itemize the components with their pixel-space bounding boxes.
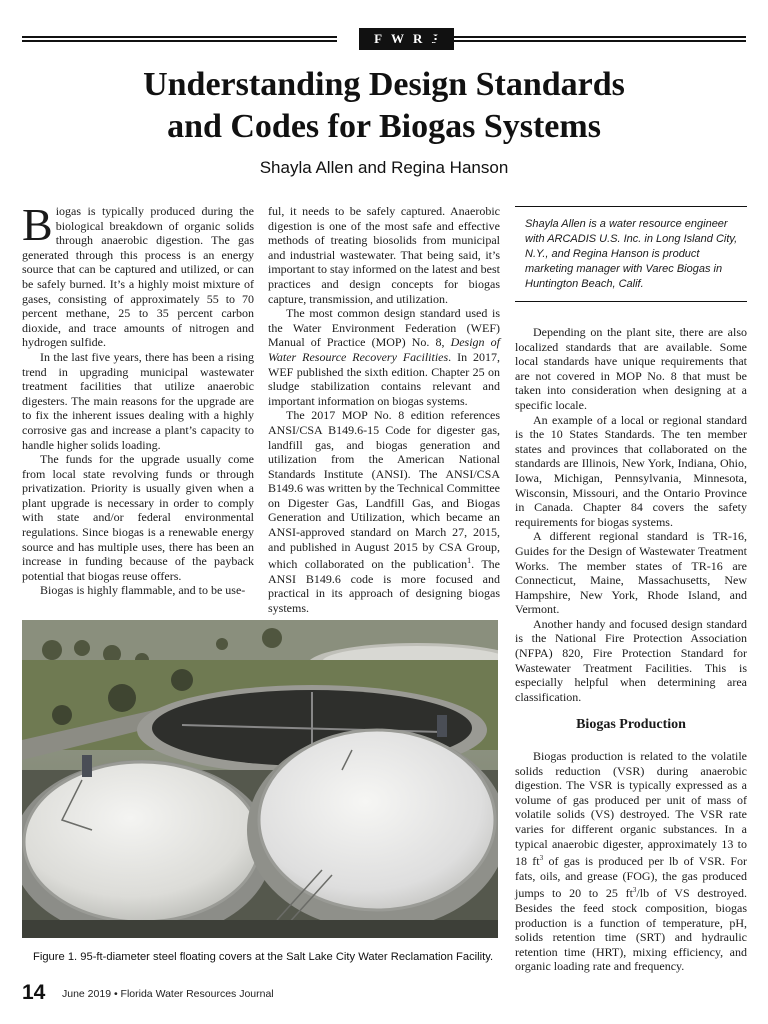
col1-paragraph-1	[22, 199, 254, 350]
col1-p1-text: iogas is typically produced during the biological breakdown of organic solids through anaerobic digestion. The gas generated through this process is an energy source that can be captured and utilized, or can be safely burned. It’s a highly moist mixture of gases, consisting of approximately 55 to 70 percent methane, 25 to 35 percent carbon dioxide, and trace amounts of nitrogen and hydrogen sulfide.	[22, 204, 254, 350]
masthead-rule-left	[22, 36, 337, 42]
masthead-badge: FWRJ	[359, 28, 454, 50]
col2-paragraph-2	[268, 306, 500, 408]
title-line-1: Understanding Design Standards	[143, 66, 625, 103]
figure-caption: Figure 1. 95-ft-diameter steel floating covers at the Salt Lake City Water Reclamation Facility.	[33, 951, 494, 963]
article-title	[30, 64, 738, 148]
col3-paragraph-1: Depending on the plant site, there are also localized standards that are available. Some local standards have unique requirements that are not covered in MOP No. 8 that must be taken into consideration when designing at a specific locale.	[515, 325, 747, 412]
superscript-3a: 3	[539, 854, 544, 863]
col2-p2-text-a: The most common design standard used is the Water Environment Federation (WEF) Manual of Practice (MOP) No. 8,	[268, 306, 500, 350]
masthead-rule-right	[431, 36, 746, 42]
page-number: 14	[22, 981, 46, 1004]
col2-p3-text-a: The 2017 MOP No. 8 edition references ANSI/CSA B149.6-15 Code for digester gas, landfill gas, and biogas generation and utilization from the American National Standards Institute (ANSI). The ANSI/CSA B149.6 was written by the Technical Committee on Digester Gas, Landfill Gas, and Biogas Generation and Utilization, which became an ANSI-approved standard on March 27, 2015, and published in August 2015 by CSA Group, which collaborated on the publication	[268, 408, 500, 572]
author-bio: Shayla Allen is a water resource engineer with ARCADIS U.S. Inc. in Long Island City, N.Y., and Regina Hanson is product marketing manager with Varec Biogas in Huntington Beach, Calif.	[515, 206, 747, 302]
mop-title-italic: Design of Water Resource Recovery Facilities	[268, 335, 500, 364]
column-1	[22, 199, 254, 598]
figure-photo	[22, 620, 498, 938]
col2-p3-text-b: . The ANSI B149.6 code is more focused and practical in its approach of designing biogas systems.	[268, 557, 500, 616]
issue-line: June 2019 • Florida Water Resources Journal	[62, 988, 274, 1000]
column-3	[515, 325, 747, 974]
drop-cap: B	[22, 199, 53, 250]
section-heading: Biogas Production	[576, 717, 686, 733]
col1-paragraph-4: Biogas is highly flammable, and to be use-	[40, 583, 246, 598]
col2-p2-text-b: . In 2017, WEF published the sixth edition. Chapter 25 on sludge stabilization contains relevant and important information on biogas systems.	[268, 349, 500, 408]
col2-paragraph-3	[268, 408, 500, 615]
masthead	[22, 28, 746, 50]
col3-p5-text-a: Biogas production is related to the volatile solids reduction (VSR) during anaerobic digestion. The VSR is typically expressed as a volume of gas produced per unit of mass of volatile solids (VS) destroyed. The VSR rate varies for different organic substances. In a typical anaerobic digester, approximately 13 to 18 ft	[515, 749, 747, 869]
footnote-ref: 1	[467, 556, 472, 566]
col3-p5-text-c: /lb of VS destroyed. Besides the feed stock composition, biogas production is a function of temperature, pH, solids retention time (SRT) and hydraulic retention time (HRT), mixing efficiency, and organic loading rate and frequency.	[515, 886, 747, 974]
col3-paragraph-4: Another handy and focused design standard is the National Fire Protection Association (NFPA) 820, Fire Protection Standard for Wastewater Treatment Facilities. This is especially helpful when determining area classification.	[515, 616, 747, 704]
col3-paragraph-5	[515, 749, 747, 974]
column-2	[268, 204, 500, 616]
col2-paragraph-1: ful, it needs to be safely captured. Anaerobic digestion is one of the most safe and effective methods of treating biosolids from municipal and industrial wastewater. That being said, it’s important to stay informed on the latest and best practices and design concepts for biogas capture, transmission, and utilization.	[268, 204, 500, 306]
digester-covers-photo	[22, 620, 498, 938]
col1-paragraph-3: The funds for the upgrade usually come from local state revolving funds or through privatization. Priority is usually given when a plant upgrade is necessary in order to comply with state and/or federal environmental regulations. Since biogas is a renewable energy source and has multiple uses, there has been an increase in funding because of the payback potential that biogas reuse offers.	[22, 452, 254, 583]
col3-paragraph-2: An example of a local or regional standard is the 10 States Standards. The ten member states and provinces that collaborated on the standards are Illinois, New York, Indiana, Ohio, Iowa, Michigan, Pennsylvania, Minnesota, Wisconsin, Missouri, and the Ontario Province in Canada. Chapter 84 covers the safety requirements for biogas systems.	[515, 412, 747, 529]
title-line-2: and Codes for Biogas Systems	[167, 108, 601, 145]
col1-paragraph-2: In the last five years, there has been a rising trend in upgrading municipal wastewater treatment facilities that utilize anaerobic digesters. The main reasons for the upgrade are to fix the inherent issues dealing with a highly corrosive gas and increase a plant’s capacity to handle higher solids loading.	[22, 349, 254, 452]
superscript-3b: 3	[632, 886, 637, 895]
col3-paragraph-3: A different regional standard is TR-16, Guides for the Design of Wastewater Treatment Works. The member states of TR-16 are Connecticut, Maine, Massachusetts, New Hampshire, New York, Rhode Island, and Vermont.	[515, 529, 747, 617]
col3-p5-text-b: of gas is produced per lb of VSR. For fats, oils, and grease (FOG), the gas produced jumps to 20 to 25 ft	[515, 854, 747, 901]
byline: Shayla Allen and Regina Hanson	[259, 158, 509, 177]
